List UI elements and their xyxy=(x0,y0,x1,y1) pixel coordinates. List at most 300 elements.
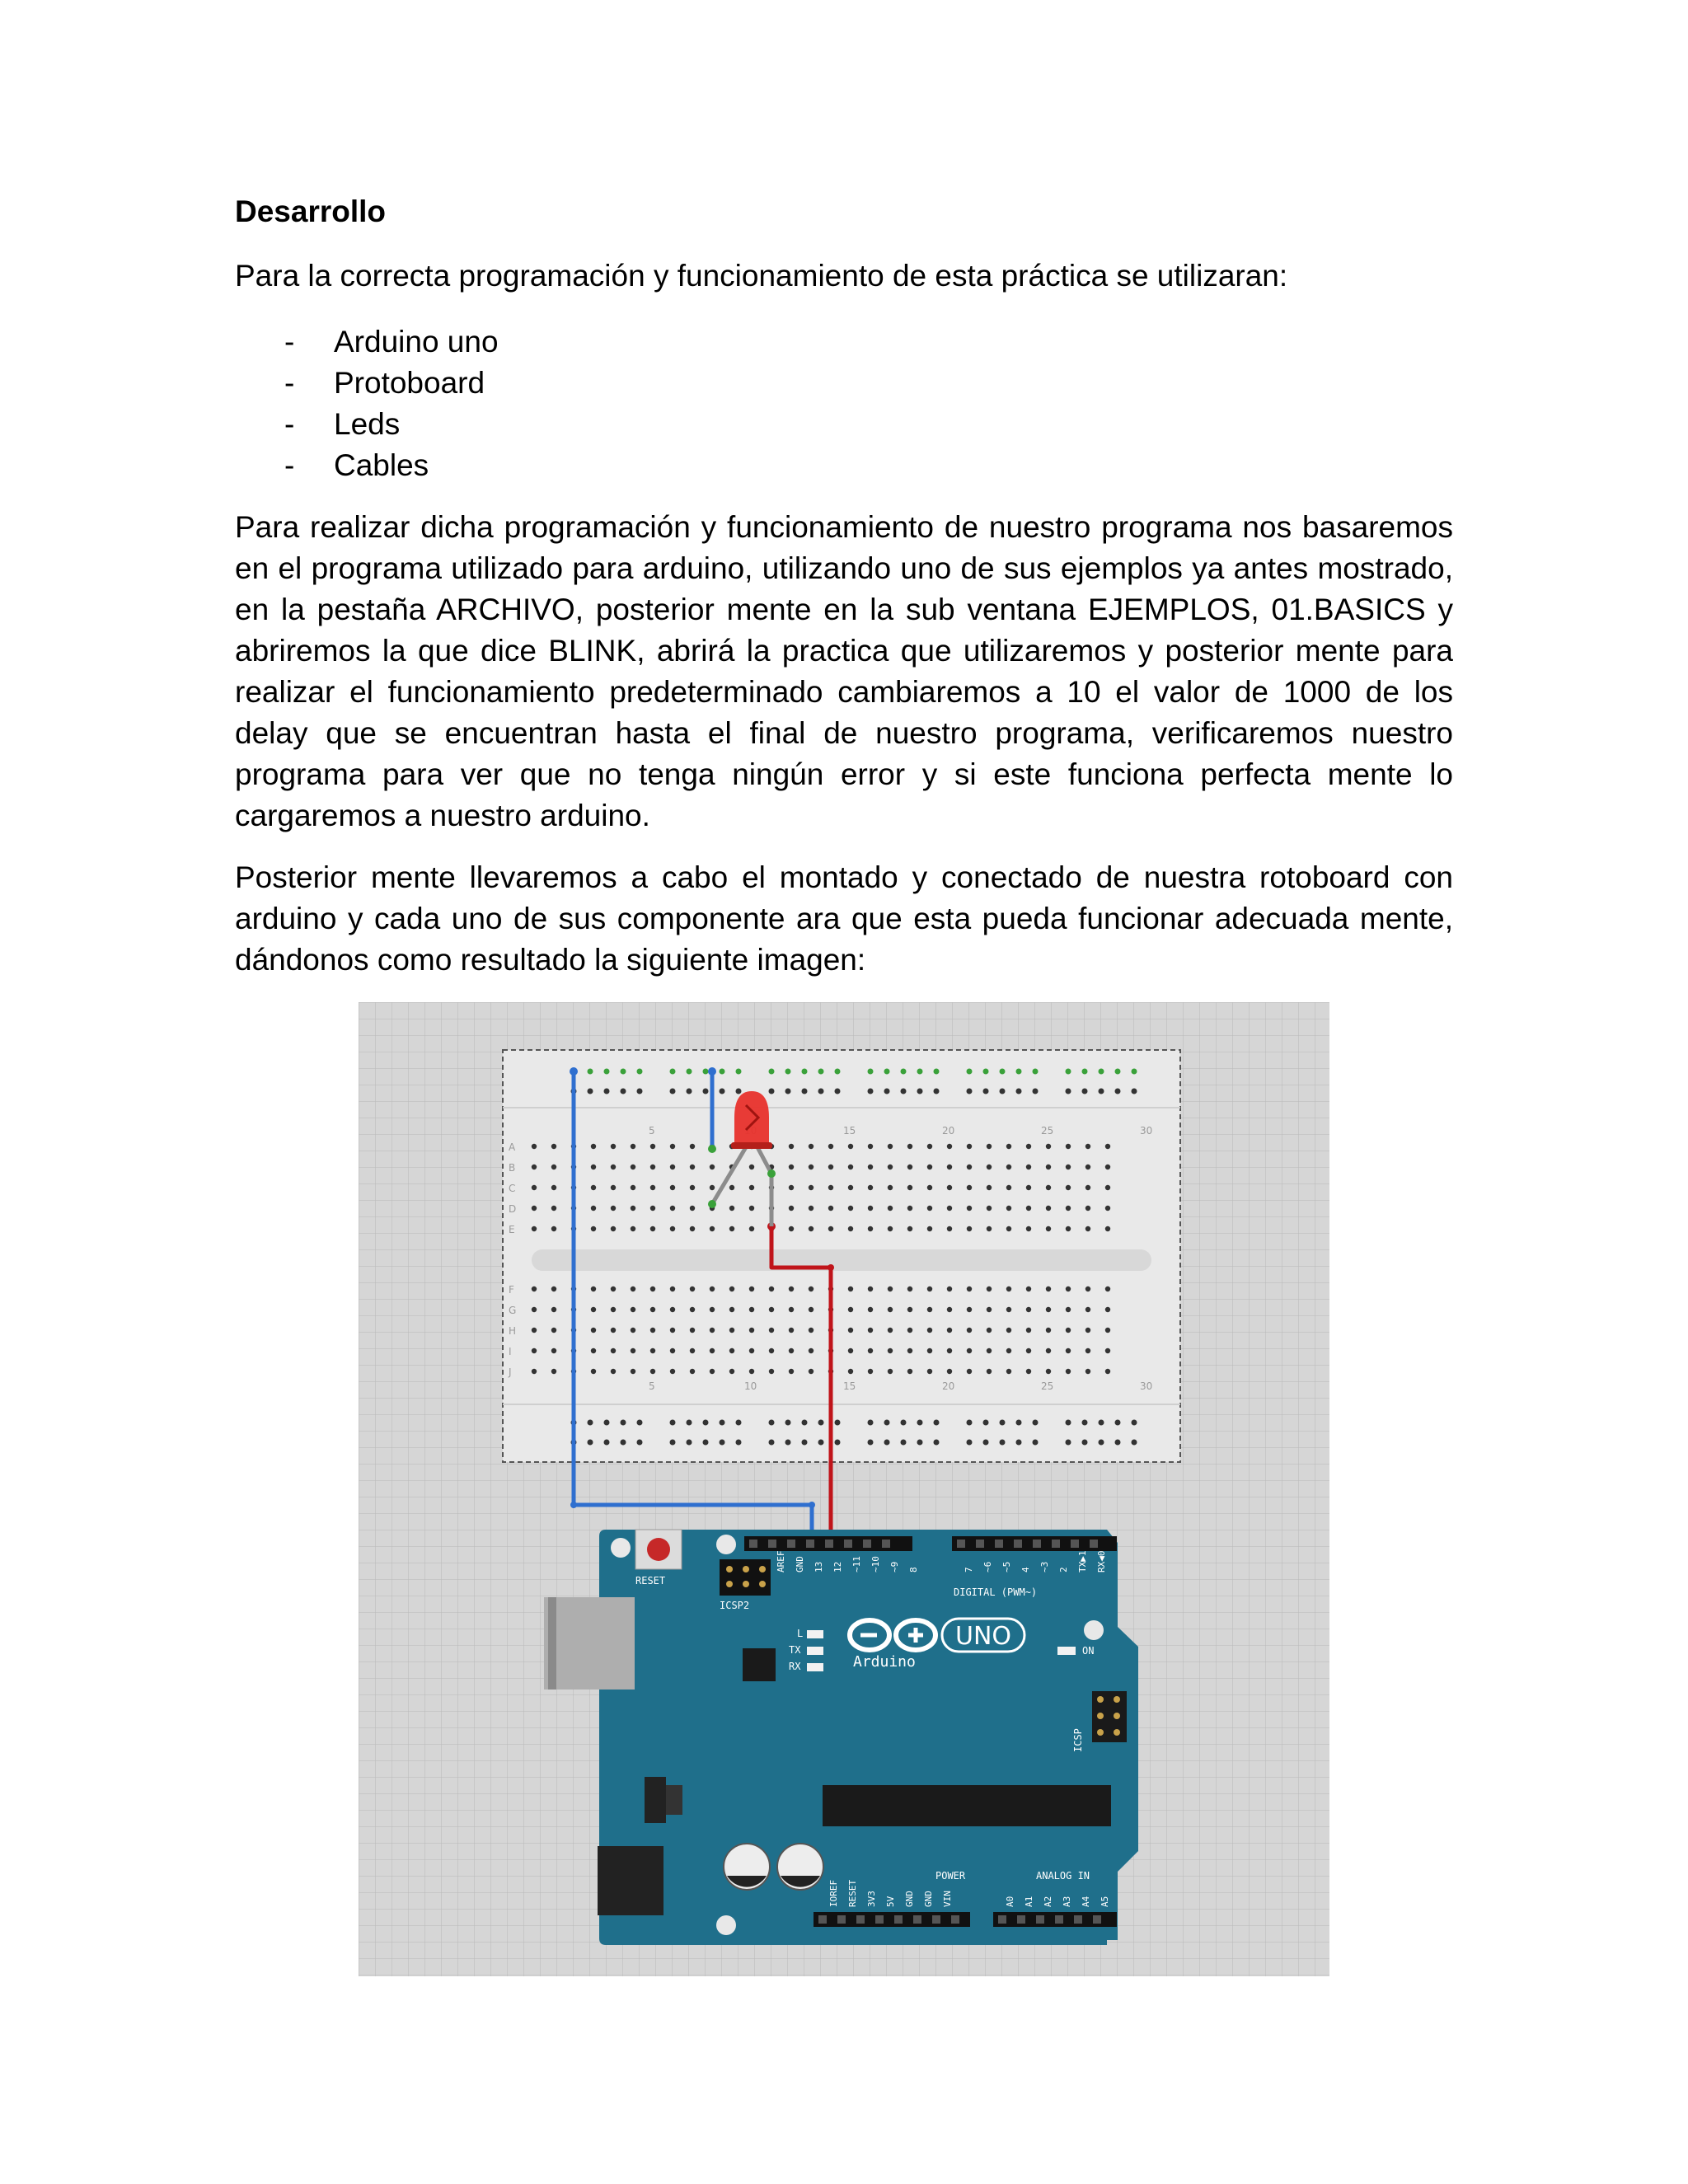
terminal-hole xyxy=(907,1369,912,1374)
terminal-hole xyxy=(591,1144,596,1149)
terminal-hole xyxy=(789,1328,794,1333)
terminal-hole xyxy=(809,1286,814,1291)
terminal-hole xyxy=(650,1226,655,1231)
rail-hole xyxy=(934,1440,940,1446)
rail-hole xyxy=(884,1420,890,1426)
pin-label: A0 xyxy=(1005,1896,1015,1907)
terminal-hole xyxy=(1105,1348,1110,1353)
header-pin xyxy=(856,1915,865,1924)
rail-hole xyxy=(818,1420,824,1426)
terminal-hole xyxy=(907,1165,912,1169)
rail-hole xyxy=(687,1089,692,1094)
on-label: ON xyxy=(1082,1645,1095,1657)
terminal-hole xyxy=(729,1328,734,1333)
digital-label: DIGITAL (PWM~) xyxy=(954,1586,1038,1598)
rail-hole xyxy=(1132,1420,1137,1426)
pin-label: A3 xyxy=(1062,1896,1072,1907)
pin-label: ~5 xyxy=(1001,1561,1012,1572)
header-pin xyxy=(894,1915,903,1924)
terminal-hole xyxy=(670,1165,675,1169)
terminal-hole xyxy=(1105,1206,1110,1211)
rail-hole xyxy=(802,1440,808,1446)
terminal-hole xyxy=(947,1369,952,1374)
pin-label: AREF xyxy=(776,1550,786,1572)
header-pin xyxy=(1071,1540,1079,1548)
terminal-hole xyxy=(690,1328,695,1333)
terminal-hole xyxy=(551,1328,556,1333)
pin-label: GND xyxy=(795,1556,805,1572)
terminal-hole xyxy=(1066,1369,1071,1374)
header-pin xyxy=(875,1915,884,1924)
terminal-hole xyxy=(670,1185,675,1190)
rail-hole xyxy=(1132,1440,1137,1446)
terminal-hole xyxy=(1006,1328,1011,1333)
power-label: POWER xyxy=(935,1870,966,1882)
row-label: C xyxy=(509,1183,516,1194)
terminal-hole xyxy=(591,1307,596,1312)
terminal-hole xyxy=(1066,1185,1071,1190)
header-pin xyxy=(1074,1915,1082,1924)
terminal-hole xyxy=(927,1348,932,1353)
terminal-hole xyxy=(907,1206,912,1211)
row-label: H xyxy=(509,1325,517,1337)
terminal-hole xyxy=(749,1328,754,1333)
terminal-hole xyxy=(710,1369,715,1374)
rail-hole xyxy=(901,1420,907,1426)
rail-hole xyxy=(1033,1420,1039,1426)
terminal-hole xyxy=(631,1286,635,1291)
terminal-hole xyxy=(650,1144,655,1149)
terminal-hole xyxy=(710,1165,715,1169)
terminal-hole xyxy=(967,1185,972,1190)
rail-hole xyxy=(983,1089,989,1094)
terminal-hole xyxy=(907,1144,912,1149)
rail-hole xyxy=(818,1089,824,1094)
rail-hole xyxy=(769,1420,775,1426)
terminal-hole xyxy=(848,1307,853,1312)
rail-hole xyxy=(1099,1089,1104,1094)
terminal-hole xyxy=(967,1165,972,1169)
terminal-hole xyxy=(927,1226,932,1231)
icsp2-pin xyxy=(743,1581,749,1587)
header-pin xyxy=(863,1540,871,1548)
intro-text: Para la correcta programación y funcionamiento de esta práctica se utilizaran: xyxy=(235,259,1288,293)
row-label: F xyxy=(509,1284,514,1296)
icsp-pin xyxy=(1114,1696,1120,1703)
icsp-pin xyxy=(1097,1713,1104,1719)
rail-hole xyxy=(588,1089,593,1094)
terminal-hole xyxy=(532,1226,537,1231)
terminal-hole xyxy=(927,1144,932,1149)
rail-hole xyxy=(868,1420,874,1426)
terminal-hole xyxy=(1066,1226,1071,1231)
rail-hole xyxy=(769,1089,775,1094)
terminal-hole xyxy=(809,1369,814,1374)
rail-hole xyxy=(1000,1440,1006,1446)
terminal-hole xyxy=(947,1144,952,1149)
terminal-hole xyxy=(947,1286,952,1291)
rail-hole xyxy=(1115,1089,1121,1094)
rail-hole xyxy=(769,1069,775,1075)
terminal-hole xyxy=(749,1165,754,1169)
rail-hole xyxy=(1115,1420,1121,1426)
rail-hole xyxy=(621,1089,626,1094)
terminal-hole xyxy=(1006,1369,1011,1374)
terminal-hole xyxy=(670,1286,675,1291)
rail-hole xyxy=(604,1440,610,1446)
terminal-hole xyxy=(710,1348,715,1353)
rail-hole xyxy=(1115,1440,1121,1446)
reset-button-cap xyxy=(647,1538,670,1561)
terminal-hole xyxy=(1066,1286,1071,1291)
terminal-hole xyxy=(809,1144,814,1149)
rail-hole xyxy=(621,1069,626,1075)
rail-hole xyxy=(720,1420,725,1426)
logo-model: UNO xyxy=(954,1622,1012,1651)
terminal-hole xyxy=(611,1165,616,1169)
rail-hole xyxy=(967,1440,973,1446)
terminal-hole xyxy=(1085,1206,1090,1211)
terminal-hole xyxy=(690,1165,695,1169)
board-pcb xyxy=(599,1530,1138,1945)
terminal-hole xyxy=(848,1165,853,1169)
rail-hole xyxy=(736,1069,742,1075)
terminal-hole xyxy=(591,1206,596,1211)
terminal-hole xyxy=(1046,1206,1051,1211)
rail-hole xyxy=(1099,1420,1104,1426)
terminal-hole xyxy=(631,1328,635,1333)
pin-label: 5V xyxy=(885,1896,896,1907)
paragraph-procedure: Para realizar dicha programación y funcionamiento de nuestro programa nos basaremos en el programa utilizado para arduino, utilizando uno de sus ejemplos ya antes mostrado, en la pestaña ARCHIVO, posterior mente en la sub ventana EJEMPLOS, 01.BASICS y abriremos la que dice BLINK, abrirá la practica que utilizaremos y posterior mente para realizar el funcionamiento predeterminado cambiaremos a 10 el valor de 1000 de los delay que se encuentran hasta el final de nuestro programa, verificaremos nuestro programa para ver que no tenga ningún error y si este funciona perfecta mente lo cargaremos a nuestro arduino. xyxy=(235,510,1453,832)
rail-hole xyxy=(588,1420,593,1426)
terminal-hole xyxy=(1066,1144,1071,1149)
rail-hole xyxy=(703,1420,709,1426)
terminal-hole xyxy=(591,1348,596,1353)
rail-hole xyxy=(604,1420,610,1426)
rail-hole xyxy=(703,1089,709,1094)
header-pin xyxy=(1033,1540,1041,1548)
terminal-hole xyxy=(650,1307,655,1312)
terminal-hole xyxy=(1066,1165,1071,1169)
rail-hole xyxy=(868,1069,874,1075)
rail-hole xyxy=(670,1420,676,1426)
header-pin xyxy=(1014,1540,1022,1548)
reset-label: RESET xyxy=(635,1575,666,1586)
column-number: 5 xyxy=(649,1380,655,1392)
terminal-hole xyxy=(729,1369,734,1374)
rail-hole xyxy=(835,1420,841,1426)
header-pin xyxy=(951,1915,959,1924)
terminal-hole xyxy=(868,1226,873,1231)
terminal-hole xyxy=(868,1369,873,1374)
rail-hole xyxy=(1016,1440,1022,1446)
breadboard-center-channel xyxy=(532,1249,1151,1271)
header-pin xyxy=(806,1540,814,1548)
terminal-hole xyxy=(631,1348,635,1353)
rail-hole xyxy=(1000,1420,1006,1426)
rail-hole xyxy=(736,1440,742,1446)
header-pin xyxy=(998,1915,1006,1924)
terminal-hole xyxy=(828,1144,833,1149)
terminal-hole xyxy=(551,1185,556,1190)
rail-hole xyxy=(588,1440,593,1446)
terminal-hole xyxy=(670,1307,675,1312)
rail-hole xyxy=(967,1089,973,1094)
terminal-hole xyxy=(809,1307,814,1312)
rail-hole xyxy=(983,1440,989,1446)
terminal-hole xyxy=(1026,1226,1031,1231)
terminal-hole xyxy=(987,1144,992,1149)
terminal-hole xyxy=(591,1226,596,1231)
rail-hole xyxy=(934,1069,940,1075)
terminal-hole xyxy=(967,1206,972,1211)
column-number: 15 xyxy=(843,1380,856,1392)
terminal-hole xyxy=(967,1226,972,1231)
icsp-pin xyxy=(1097,1696,1104,1703)
terminal-hole xyxy=(888,1144,893,1149)
rail-hole xyxy=(588,1069,593,1075)
header-pin xyxy=(768,1540,776,1548)
terminal-hole xyxy=(967,1307,972,1312)
terminal-hole xyxy=(987,1226,992,1231)
terminal-hole xyxy=(1046,1369,1051,1374)
rail-hole xyxy=(1000,1069,1006,1075)
terminal-hole xyxy=(749,1307,754,1312)
terminal-hole xyxy=(1026,1206,1031,1211)
icsp-label: ICSP xyxy=(1072,1728,1084,1752)
rail-hole xyxy=(785,1089,791,1094)
terminal-hole xyxy=(631,1206,635,1211)
terminal-hole xyxy=(987,1348,992,1353)
rail-hole xyxy=(835,1089,841,1094)
terminal-hole xyxy=(967,1144,972,1149)
terminal-hole xyxy=(1105,1307,1110,1312)
rail-hole xyxy=(1132,1069,1137,1075)
pin-label: 7 xyxy=(964,1567,974,1572)
terminal-hole xyxy=(868,1286,873,1291)
terminal-hole xyxy=(1006,1226,1011,1231)
terminal-hole xyxy=(1026,1185,1031,1190)
terminal-hole xyxy=(710,1307,715,1312)
terminal-hole xyxy=(551,1206,556,1211)
terminal-hole xyxy=(729,1286,734,1291)
terminal-hole xyxy=(868,1165,873,1169)
terminal-hole xyxy=(1006,1185,1011,1190)
rail-hole xyxy=(720,1089,725,1094)
terminal-hole xyxy=(1105,1226,1110,1231)
terminal-hole xyxy=(1085,1348,1090,1353)
rail-hole xyxy=(917,1420,923,1426)
terminal-hole xyxy=(1105,1185,1110,1190)
rail-hole xyxy=(736,1420,742,1426)
terminal-hole xyxy=(532,1328,537,1333)
terminal-hole xyxy=(1085,1328,1090,1333)
terminal-hole xyxy=(690,1369,695,1374)
icsp2-pin xyxy=(743,1566,749,1572)
terminal-hole xyxy=(888,1348,893,1353)
terminal-hole xyxy=(1026,1328,1031,1333)
terminal-hole xyxy=(551,1144,556,1149)
terminal-hole xyxy=(611,1226,616,1231)
header-pin xyxy=(882,1540,890,1548)
terminal-hole xyxy=(611,1369,616,1374)
terminal-hole xyxy=(769,1328,774,1333)
terminal-hole xyxy=(1046,1328,1051,1333)
terminal-hole xyxy=(1006,1206,1011,1211)
terminal-hole xyxy=(848,1144,853,1149)
rail-hole xyxy=(720,1069,725,1075)
rail-hole xyxy=(917,1440,923,1446)
pin-label: 2 xyxy=(1058,1567,1069,1572)
pin-label: ~10 xyxy=(870,1556,881,1572)
terminal-hole xyxy=(848,1286,853,1291)
terminal-hole xyxy=(690,1226,695,1231)
header-pin xyxy=(1052,1540,1060,1548)
terminal-hole xyxy=(868,1328,873,1333)
icsp2-pin xyxy=(759,1566,766,1572)
rail-hole xyxy=(785,1420,791,1426)
row-label: A xyxy=(509,1141,516,1153)
terminal-hole xyxy=(947,1185,952,1190)
terminal-hole xyxy=(927,1165,932,1169)
terminal-hole xyxy=(769,1286,774,1291)
terminal-hole xyxy=(987,1206,992,1211)
terminal-hole xyxy=(987,1307,992,1312)
terminal-hole xyxy=(888,1328,893,1333)
usb-chip xyxy=(743,1648,776,1681)
rail-hole xyxy=(983,1420,989,1426)
terminal-hole xyxy=(532,1348,537,1353)
terminal-hole xyxy=(710,1226,715,1231)
terminal-hole xyxy=(551,1369,556,1374)
terminal-hole xyxy=(947,1328,952,1333)
terminal-hole xyxy=(729,1206,734,1211)
terminal-hole xyxy=(670,1144,675,1149)
terminal-hole xyxy=(848,1328,853,1333)
column-number: 15 xyxy=(843,1125,856,1137)
rail-hole xyxy=(687,1440,692,1446)
header-pin xyxy=(1093,1915,1101,1924)
pin-label: A4 xyxy=(1081,1896,1091,1907)
pin-label: 8 xyxy=(908,1567,919,1572)
terminal-hole xyxy=(809,1206,814,1211)
terminal-hole xyxy=(631,1369,635,1374)
terminal-hole xyxy=(789,1226,794,1231)
terminal-hole xyxy=(650,1328,655,1333)
pin-label: A5 xyxy=(1100,1896,1110,1907)
terminal-hole xyxy=(907,1348,912,1353)
rail-hole xyxy=(1016,1420,1022,1426)
terminal-hole xyxy=(690,1348,695,1353)
pin-label: 4 xyxy=(1020,1567,1031,1572)
terminal-hole xyxy=(729,1307,734,1312)
terminal-hole xyxy=(927,1286,932,1291)
column-number: 10 xyxy=(744,1380,757,1392)
pin-label: A1 xyxy=(1024,1896,1034,1907)
rail-hole xyxy=(983,1069,989,1075)
header-pin xyxy=(818,1915,827,1924)
terminal-hole xyxy=(809,1348,814,1353)
rail-hole xyxy=(934,1089,940,1094)
rail-hole xyxy=(1016,1069,1022,1075)
header-pin xyxy=(1017,1915,1025,1924)
terminal-hole xyxy=(631,1307,635,1312)
terminal-hole xyxy=(749,1226,754,1231)
pin-label: 3V3 xyxy=(866,1891,877,1907)
rail-hole xyxy=(604,1089,610,1094)
rail-hole xyxy=(1066,1420,1071,1426)
terminal-hole xyxy=(1085,1165,1090,1169)
led-label-rx: RX xyxy=(789,1661,801,1672)
rail-hole xyxy=(934,1420,940,1426)
rail-hole xyxy=(868,1440,874,1446)
terminal-hole xyxy=(551,1165,556,1169)
terminal-hole xyxy=(1026,1307,1031,1312)
terminal-hole xyxy=(1046,1185,1051,1190)
terminal-hole xyxy=(907,1226,912,1231)
header-pin xyxy=(957,1540,965,1548)
terminal-hole xyxy=(1085,1307,1090,1312)
terminal-hole xyxy=(749,1286,754,1291)
rail-hole xyxy=(637,1420,643,1426)
rail-hole xyxy=(604,1069,610,1075)
logo-brand: Arduino xyxy=(853,1653,916,1671)
terminal-hole xyxy=(987,1185,992,1190)
terminal-hole xyxy=(769,1369,774,1374)
terminal-hole xyxy=(631,1185,635,1190)
terminal-hole xyxy=(591,1286,596,1291)
terminal-hole xyxy=(1085,1369,1090,1374)
rail-hole xyxy=(884,1069,890,1075)
terminal-hole xyxy=(1105,1144,1110,1149)
terminal-hole xyxy=(650,1348,655,1353)
terminal-hole xyxy=(532,1144,537,1149)
terminal-hole xyxy=(967,1348,972,1353)
column-number: 5 xyxy=(649,1125,655,1137)
terminal-hole xyxy=(868,1144,873,1149)
terminal-hole xyxy=(1026,1286,1031,1291)
terminal-hole xyxy=(690,1307,695,1312)
terminal-hole xyxy=(532,1369,537,1374)
rail-hole xyxy=(1082,1420,1088,1426)
terminal-hole xyxy=(809,1226,814,1231)
terminal-hole xyxy=(927,1206,932,1211)
analog-label: ANALOG IN xyxy=(1036,1870,1090,1882)
rail-hole xyxy=(802,1069,808,1075)
header-pin xyxy=(749,1540,757,1548)
terminal-hole xyxy=(690,1206,695,1211)
terminal-hole xyxy=(1046,1307,1051,1312)
terminal-hole xyxy=(631,1165,635,1169)
header-pin xyxy=(1055,1915,1063,1924)
terminal-hole xyxy=(749,1185,754,1190)
terminal-hole xyxy=(947,1226,952,1231)
row-label: I xyxy=(509,1346,512,1357)
terminal-hole xyxy=(1105,1328,1110,1333)
rail-hole xyxy=(917,1069,923,1075)
terminal-hole xyxy=(670,1226,675,1231)
rail-hole xyxy=(670,1440,676,1446)
column-number: 20 xyxy=(942,1125,955,1137)
terminal-hole xyxy=(1105,1286,1110,1291)
paragraph-assembly: Posterior mente llevaremos a cabo el montado y conectado de nuestra rotoboard con arduino y cada uno de sus componente ara que esta pueda funcionar adecuada mente, dándonos como resultado la siguiente imagen: xyxy=(235,860,1453,977)
terminal-hole xyxy=(927,1185,932,1190)
rail-hole xyxy=(901,1089,907,1094)
header-pin xyxy=(1090,1540,1098,1548)
terminal-hole xyxy=(1006,1165,1011,1169)
terminal-hole xyxy=(967,1369,972,1374)
terminal-hole xyxy=(888,1307,893,1312)
